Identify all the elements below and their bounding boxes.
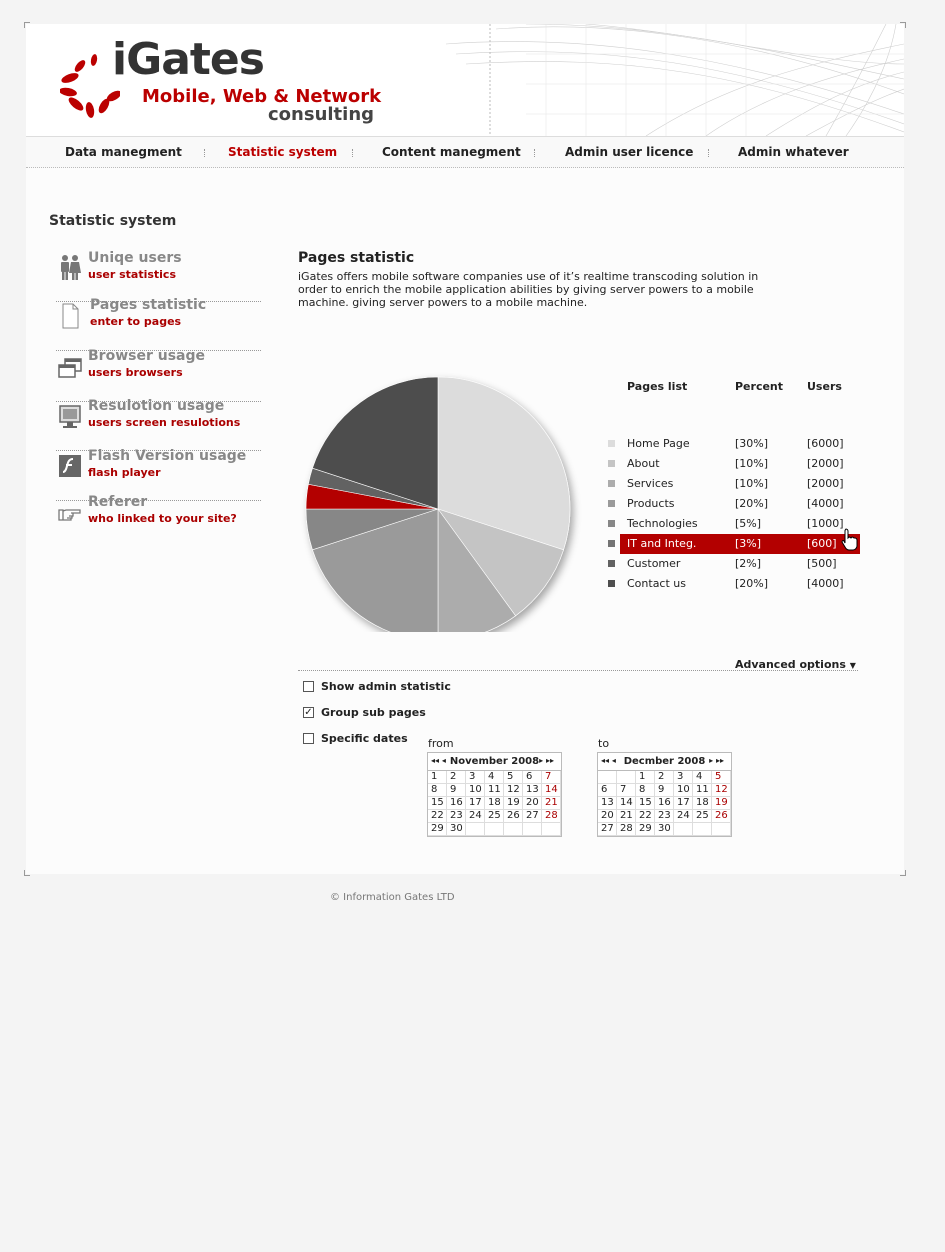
nav-item-data-management[interactable]: Data manegment [65,145,182,159]
sidebar-item-title: Referer [88,494,148,510]
calendar-day[interactable]: 19 [712,797,731,810]
option-label: Specific dates [321,732,408,745]
cell-users: [4000] [807,497,844,510]
cell-percent: [10%] [735,477,769,490]
sidebar-item-subtitle: users screen resulotions [88,416,241,429]
calendar-day[interactable]: 20 [598,810,617,823]
calendar-next-icon[interactable]: ▸ ▸▸ [539,756,554,765]
calendar-day[interactable]: 18 [485,797,504,810]
calendar-day[interactable]: 23 [655,810,674,823]
cell-users: [600] [807,537,837,550]
calendar-day[interactable]: 26 [504,810,523,823]
table-row[interactable] [606,574,860,594]
calendar-day[interactable]: 7 [542,771,561,784]
corner-mark [24,870,30,876]
calendar-day[interactable]: 25 [485,810,504,823]
sidebar-item-referer[interactable] [56,494,261,546]
cell-users: [2000] [807,477,844,490]
calendar-day[interactable]: 23 [447,810,466,823]
from-label: from [428,737,454,750]
calendar-day[interactable]: 21 [617,810,636,823]
calendar-day[interactable]: 20 [523,797,542,810]
nav-item-content-management[interactable]: Content manegment [382,145,521,159]
calendar-day[interactable]: 7 [617,784,636,797]
cell-page: Services [627,477,674,490]
calendar-day[interactable]: 8 [428,784,447,797]
cell-page: Home Page [627,437,690,450]
sidebar-item-resolution-usage[interactable] [56,398,261,451]
calendar-day[interactable]: 3 [674,771,693,784]
main-title: Pages statistic [298,250,415,266]
logo-tagline-1: Mobile, Web & Network [142,86,382,107]
from-calendar[interactable] [427,752,562,837]
cell-percent: [20%] [735,577,769,590]
calendar-empty-cell [674,823,693,836]
legend-swatch [608,480,615,487]
calendar-day[interactable]: 27 [598,823,617,836]
calendar-empty-cell [523,823,542,836]
nav-separator [708,149,709,157]
calendar-day[interactable]: 10 [674,784,693,797]
sidebar-item-title: Browser usage [88,348,205,364]
calendar-day[interactable]: 17 [674,797,693,810]
calendar-day[interactable]: 24 [674,810,693,823]
header [26,24,904,136]
table-row[interactable] [606,554,860,574]
sidebar-item-unique-users[interactable] [56,250,261,302]
nav-item-statistic-system[interactable]: Statistic system [228,145,338,159]
calendar-day[interactable]: 29 [636,823,655,836]
calendar-day[interactable]: 2 [447,771,466,784]
calendar-day[interactable]: 14 [617,797,636,810]
calendar-day[interactable]: 6 [598,784,617,797]
cell-users: [4000] [807,577,844,590]
calendar-empty-cell [598,771,617,784]
calendar-day[interactable]: 9 [655,784,674,797]
checkbox-unchecked[interactable] [303,733,314,744]
calendar-day[interactable]: 10 [466,784,485,797]
sidebar-item-title: Pages statistic [90,297,207,313]
calendar-empty-cell [617,771,636,784]
table-row[interactable] [606,434,860,454]
cell-users: [1000] [807,517,844,530]
calendar-day[interactable]: 6 [523,771,542,784]
calendar-day[interactable]: 11 [485,784,504,797]
checkbox-unchecked[interactable] [303,681,314,692]
cell-percent: [20%] [735,497,769,510]
users-icon [58,254,82,280]
calendar-empty-cell [693,823,712,836]
main-description: iGates offers mobile software companies use of it’s realtime transcoding solution in order to enrich the mobile application abilities by giving server powers to a mobile machine. giving server powers to a mobile machine. [298,270,759,309]
cell-percent: [2%] [735,557,762,570]
sidebar-item-title: Uniqe users [88,250,182,266]
legend-swatch [608,520,615,527]
calendar-month: November 2008 [449,756,540,767]
page-icon [58,303,82,329]
cell-users: [6000] [807,437,844,450]
caret-down-icon: ▼ [849,661,856,670]
corner-mark [900,870,906,876]
calendar-empty-cell [466,823,485,836]
calendar-day[interactable]: 4 [485,771,504,784]
main-nav [26,136,904,168]
nav-item-admin-whatever[interactable]: Admin whatever [738,145,849,159]
nav-separator [534,149,535,157]
calendar-day[interactable]: 8 [636,784,655,797]
calendar-empty-cell [504,823,523,836]
calendar-day[interactable]: 26 [712,810,731,823]
legend-swatch [608,500,615,507]
checkbox-checked[interactable]: ✓ [304,707,313,718]
nav-item-admin-user-licence[interactable]: Admin user licence [565,145,694,159]
page-container [26,24,904,874]
sidebar-item-subtitle: user statistics [88,268,176,281]
calendar-day[interactable]: 18 [693,797,712,810]
cell-page: Customer [627,557,681,570]
monitor-icon [58,404,82,430]
cell-page: IT and Integ. [627,537,697,550]
to-label: to [598,737,610,750]
calendar-day[interactable]: 14 [542,784,561,797]
calendar-day[interactable]: 5 [504,771,523,784]
calendar-day[interactable]: 30 [655,823,674,836]
calendar-day[interactable]: 28 [617,823,636,836]
cell-percent: [10%] [735,457,769,470]
cell-percent: [5%] [735,517,762,530]
calendar-day[interactable]: 21 [542,797,561,810]
calendar-day[interactable]: 25 [693,810,712,823]
calendar-day[interactable]: 30 [447,823,466,836]
calendar-empty-cell [712,823,731,836]
pointing-hand-icon [58,502,82,528]
legend-swatch [608,540,615,547]
column-header-pages: Pages list [627,380,688,393]
calendar-day[interactable]: 28 [542,810,561,823]
table-row[interactable] [606,454,860,474]
calendar-prev-icon[interactable]: ◂◂ ◂ [431,756,446,765]
legend-swatch [608,460,615,467]
sidebar-item-browser-usage[interactable] [56,348,261,402]
table-row[interactable] [606,514,860,534]
calendar-day[interactable]: 12 [712,784,731,797]
table-row[interactable] [606,494,860,514]
calendar-month: Decmber 2008 [623,756,706,767]
calendar-day[interactable]: 11 [693,784,712,797]
table-row[interactable] [606,474,860,494]
calendar-day[interactable]: 3 [466,771,485,784]
cell-users: [500] [807,557,837,570]
calendar-day[interactable]: 29 [428,823,447,836]
nav-separator [352,149,353,157]
section-title: Statistic system [49,213,177,229]
sidebar-item-subtitle: who linked to your site? [88,512,237,525]
calendar-day[interactable]: 17 [466,797,485,810]
calendar-day[interactable]: 12 [504,784,523,797]
calendar-day[interactable]: 5 [712,771,731,784]
footer-copyright: © Information Gates LTD [330,892,455,903]
legend-swatch [608,440,615,447]
advanced-options-label: Advanced options [735,658,846,671]
option-label: Group sub pages [321,706,426,719]
cell-percent: [3%] [735,537,762,550]
calendar-day[interactable]: 27 [523,810,542,823]
hand-cursor-icon [840,527,860,551]
sidebar-item-subtitle: users browsers [88,366,183,379]
calendar-day[interactable]: 24 [466,810,485,823]
to-calendar[interactable] [597,752,732,837]
calendar-day[interactable]: 16 [447,797,466,810]
calendar-day[interactable]: 15 [636,797,655,810]
flash-icon [58,454,82,480]
browser-windows-icon [58,356,82,382]
column-header-users: Users [807,380,842,393]
legend-swatch [608,580,615,587]
sidebar-item-subtitle: enter to pages [90,315,182,328]
sidebar-item-flash-version-usage[interactable] [56,448,261,501]
cell-users: [2000] [807,457,844,470]
calendar-empty-cell [542,823,561,836]
sidebar-item-pages-statistic[interactable] [56,297,261,351]
calendar-day[interactable]: 1 [428,771,447,784]
cell-percent: [30%] [735,437,769,450]
sidebar-item-subtitle: flash player [88,466,161,479]
cell-page: Contact us [627,577,686,590]
igates-logo[interactable] [60,34,390,128]
calendar-day[interactable]: 13 [598,797,617,810]
calendar-day[interactable]: 22 [636,810,655,823]
column-header-percent: Percent [735,380,784,393]
calendar-day[interactable]: 16 [655,797,674,810]
calendar-day[interactable]: 22 [428,810,447,823]
calendar-empty-cell [485,823,504,836]
calendar-day[interactable]: 2 [655,771,674,784]
calendar-prev-icon[interactable]: ◂◂ ◂ [601,756,616,765]
legend-swatch [608,560,615,567]
cell-page: Technologies [627,517,698,530]
calendar-day[interactable]: 4 [693,771,712,784]
nav-separator [204,149,205,157]
calendar-day[interactable]: 19 [504,797,523,810]
logo-tagline-2: consulting [268,104,375,125]
pages-pie-chart [296,342,586,632]
logo-swirl-icon [60,48,120,118]
calendar-day[interactable]: 9 [447,784,466,797]
calendar-next-icon[interactable]: ▸ ▸▸ [709,756,724,765]
logo-wordmark: iGates [112,34,264,85]
advanced-options-toggle[interactable] [735,658,856,671]
calendar-day[interactable]: 15 [428,797,447,810]
cell-page: Products [627,497,675,510]
option-label: Show admin statistic [321,680,451,693]
cell-page: About [627,457,660,470]
sidebar-item-title: Flash Version usage [88,448,247,464]
calendar-day[interactable]: 13 [523,784,542,797]
calendar-day[interactable]: 1 [636,771,655,784]
table-row[interactable] [620,534,860,554]
sidebar-item-title: Resulotion usage [88,398,225,414]
